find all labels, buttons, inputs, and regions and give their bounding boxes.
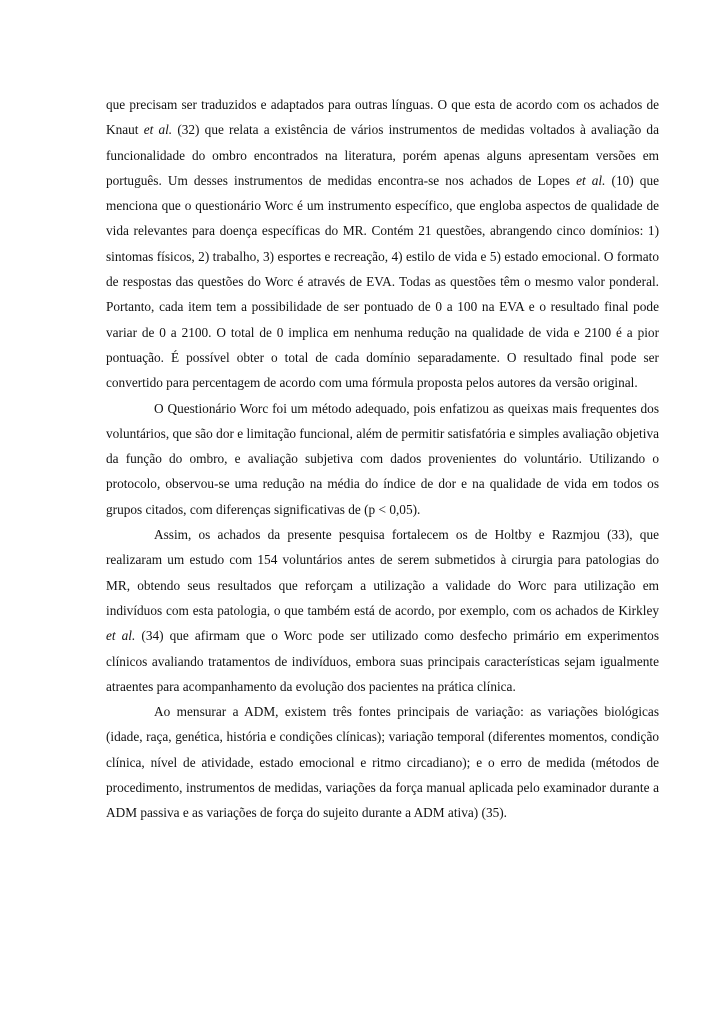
paragraph-1-text-2: (32) que relata a existência de vários instrumentos de medidas voltados à avaliação da funcionalidade do ombro encontrados na literatura, porém apenas alguns apresentam versões em português. Um desses instrumentos de medidas encontra-se nos achados de Lopes <box>106 122 659 188</box>
paragraph-4 <box>106 699 659 825</box>
paragraph-1 <box>106 92 659 396</box>
document-page <box>106 92 659 826</box>
paragraph-2-text-1: O Questionário Worc foi um método adequado, pois enfatizou as queixas mais frequentes dos voluntários, que são dor e limitação funcional, além de permitir satisfatória e simples avaliação objetiva da função do ombro, e avaliação subjetiva com dados provenientes do voluntário. Utilizando o protocolo, observou-se uma redução na média do índice de dor e na qualidade de vida em todos os grupos citados, com diferenças significativas de (p < 0,05). <box>106 400 659 517</box>
paragraph-2 <box>106 396 659 522</box>
paragraph-3-text-1: Assim, os achados da presente pesquisa fortalecem os de Holtby e Razmjou (33), que realizaram um estudo com 154 voluntários antes de serem submetidos à cirurgia para patologias do MR, obtendo seus resultados que reforçam a utilização a validade do Worc para utilização em indivíduos com esta patologia, o que também está de acordo, por exemplo, com os achados de Kirkley <box>106 527 659 618</box>
paragraph-1-text-3: (10) que menciona que o questionário Worc é um instrumento específico, que engloba aspectos de qualidade de vida relevantes para doença específicas do MR. Contém 21 questões, abrangendo cinco domínios: 1) sintomas físicos, 2) trabalho, 3) esportes e recreação, 4) estilo de vida e 5) estado emocional. O formato de respostas das questões do Worc é através de EVA. Todas as questões têm o mesmo valor ponderal. Portanto, cada item tem a possibilidade de ser pontuado de 0 a 100 na EVA e o resultado final pode variar de 0 a 2100. O total de 0 implica em nenhuma redução na qualidade de vida e 2100 é a pior pontuação. É possível obter o total de cada domínio separadamente. O resultado final pode ser convertido para percentagem de acordo com uma fórmula proposta pelos autores da versão original. <box>106 172 660 391</box>
paragraph-3 <box>106 522 659 699</box>
paragraph-1-citation-et-al-1: et al. <box>143 122 173 138</box>
paragraph-3-citation-et-al: et al. <box>106 628 136 644</box>
paragraph-4-text-1: Ao mensurar a ADM, existem três fontes principais de variação: as variações biológicas (idade, raça, genética, história e condições clínicas); variação temporal (diferentes momentos, condição clínica, nível de atividade, estado emocional e ritmo circadiano); e o erro de medida (métodos de procedimento, instrumentos de medidas, variações da força manual aplicada pelo examinador durante a ADM passiva e as variações de força do sujeito durante a ADM ativa) (35). <box>106 704 659 821</box>
paragraph-1-text-1: que precisam ser traduzidos e adaptados para outras línguas. O que esta de acordo com os achados de Knaut <box>106 97 659 138</box>
paragraph-1-citation-et-al-2: et al. <box>576 172 606 188</box>
paragraph-3-text-2: (34) que afirmam que o Worc pode ser utilizado como desfecho primário em experimentos clínicos avaliando tratamentos de indivíduos, embora suas principais características sejam igualmente atraentes para acompanhamento da evolução dos pacientes na prática clínica. <box>106 628 659 694</box>
